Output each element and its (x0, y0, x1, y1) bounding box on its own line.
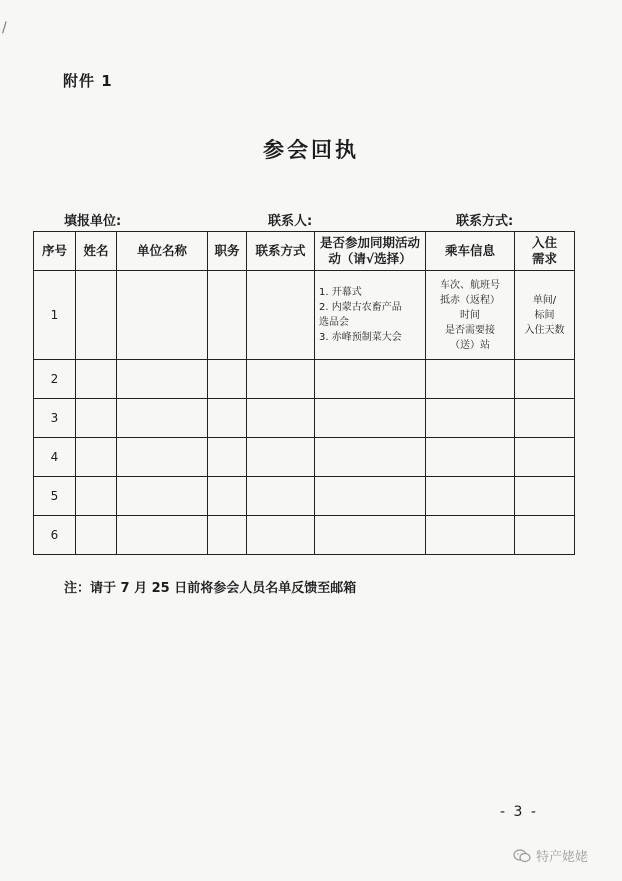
option-inner-mongolia-products: 2. 内蒙古农畜产品 (319, 302, 402, 313)
header-activity-line-2: 动（请√选择） (328, 251, 412, 266)
field-unit-label: 填报单位: (64, 214, 122, 229)
cell-unit-name[interactable] (117, 271, 208, 360)
cell-activity-options[interactable] (315, 271, 426, 360)
cell-position[interactable] (208, 399, 247, 438)
cell-stay-need[interactable] (515, 477, 575, 516)
page-title: 参会回执 (263, 138, 359, 162)
reply-table (33, 231, 575, 555)
cell-name[interactable] (76, 360, 117, 399)
cell-contact[interactable] (247, 360, 315, 399)
cell-name[interactable] (76, 271, 117, 360)
cell-transport-info[interactable] (426, 360, 515, 399)
header-activity-line-1: 是否参加同期活动 (319, 235, 420, 250)
header-transport: 乘车信息 (426, 232, 515, 271)
cell-position[interactable] (208, 477, 247, 516)
stay-line-2: 标间 (534, 309, 555, 321)
cell-position[interactable] (208, 271, 247, 360)
cell-contact[interactable] (247, 516, 315, 555)
table-row (34, 516, 575, 555)
stay-line-3: 入住天数 (524, 324, 565, 336)
cell-unit-name[interactable] (117, 399, 208, 438)
cell-contact[interactable] (247, 477, 315, 516)
table-row (34, 271, 575, 360)
attachment-label: 附件 1 (63, 72, 113, 90)
option-inner-mongolia-products-cont: 选品会 (319, 317, 349, 328)
cell-name[interactable] (76, 477, 117, 516)
page-edge-mark: / (2, 20, 7, 36)
cell-stay-need[interactable] (515, 438, 575, 477)
transport-line-4: 是否需要接 (445, 324, 495, 336)
cell-unit-name[interactable] (117, 360, 208, 399)
cell-stay-need[interactable] (515, 516, 575, 555)
header-contact: 联系方式 (247, 232, 315, 271)
table-row (34, 360, 575, 399)
header-stay (515, 232, 575, 271)
cell-name[interactable] (76, 516, 117, 555)
transport-line-5: （送）站 (450, 339, 490, 351)
cell-transport-info[interactable] (426, 399, 515, 438)
footnote: 注：请于 7 月 25 日前将参会人员名单反馈至邮箱 (64, 581, 357, 596)
cell-contact[interactable] (247, 271, 315, 360)
header-unit-name: 单位名称 (117, 232, 208, 271)
row-seq: 4 (34, 438, 76, 477)
table-row (34, 438, 575, 477)
row-seq: 2 (34, 360, 76, 399)
header-stay-line-1: 入住 (531, 235, 557, 250)
cell-unit-name[interactable] (117, 516, 208, 555)
cell-activity-options[interactable] (315, 477, 426, 516)
header-stay-line-2: 需求 (531, 251, 557, 266)
cell-position[interactable] (208, 438, 247, 477)
field-contact-method-label: 联系方式: (456, 214, 514, 229)
field-contact-person-label: 联系人: (268, 214, 313, 229)
wechat-icon (513, 849, 531, 863)
cell-contact[interactable] (247, 399, 315, 438)
option-opening: 1. 开幕式 (319, 287, 362, 298)
cell-position[interactable] (208, 516, 247, 555)
cell-name[interactable] (76, 399, 117, 438)
cell-unit-name[interactable] (117, 438, 208, 477)
option-chifeng-prepared-food: 3. 赤峰预制菜大会 (319, 332, 402, 343)
row-seq: 6 (34, 516, 76, 555)
header-name: 姓名 (76, 232, 117, 271)
page-number: - 3 - (500, 804, 538, 820)
cell-name[interactable] (76, 438, 117, 477)
table-header-row (34, 232, 575, 271)
row-seq: 1 (34, 271, 76, 360)
cell-stay-need[interactable] (515, 360, 575, 399)
header-seq: 序号 (34, 232, 76, 271)
transport-line-2: 抵赤（返程） (440, 294, 500, 306)
cell-activity-options[interactable] (315, 360, 426, 399)
cell-transport-info[interactable] (426, 477, 515, 516)
cell-position[interactable] (208, 360, 247, 399)
watermark-text: 特产姥姥 (536, 850, 589, 865)
cell-unit-name[interactable] (117, 477, 208, 516)
cell-transport-info[interactable] (426, 516, 515, 555)
header-activity (315, 232, 426, 271)
cell-stay-need[interactable] (515, 271, 575, 360)
cell-activity-options[interactable] (315, 516, 426, 555)
transport-line-3: 时间 (460, 309, 480, 321)
header-position: 职务 (208, 232, 247, 271)
cell-activity-options[interactable] (315, 399, 426, 438)
cell-stay-need[interactable] (515, 399, 575, 438)
row-seq: 3 (34, 399, 76, 438)
table-row (34, 477, 575, 516)
cell-activity-options[interactable] (315, 438, 426, 477)
table-row (34, 399, 575, 438)
transport-line-1: 车次、航班号 (440, 279, 500, 291)
cell-transport-info[interactable] (426, 438, 515, 477)
row-seq: 5 (34, 477, 76, 516)
cell-contact[interactable] (247, 438, 315, 477)
stay-line-1: 单间/ (532, 294, 557, 306)
cell-transport-info[interactable] (426, 271, 515, 360)
watermark (513, 846, 588, 865)
